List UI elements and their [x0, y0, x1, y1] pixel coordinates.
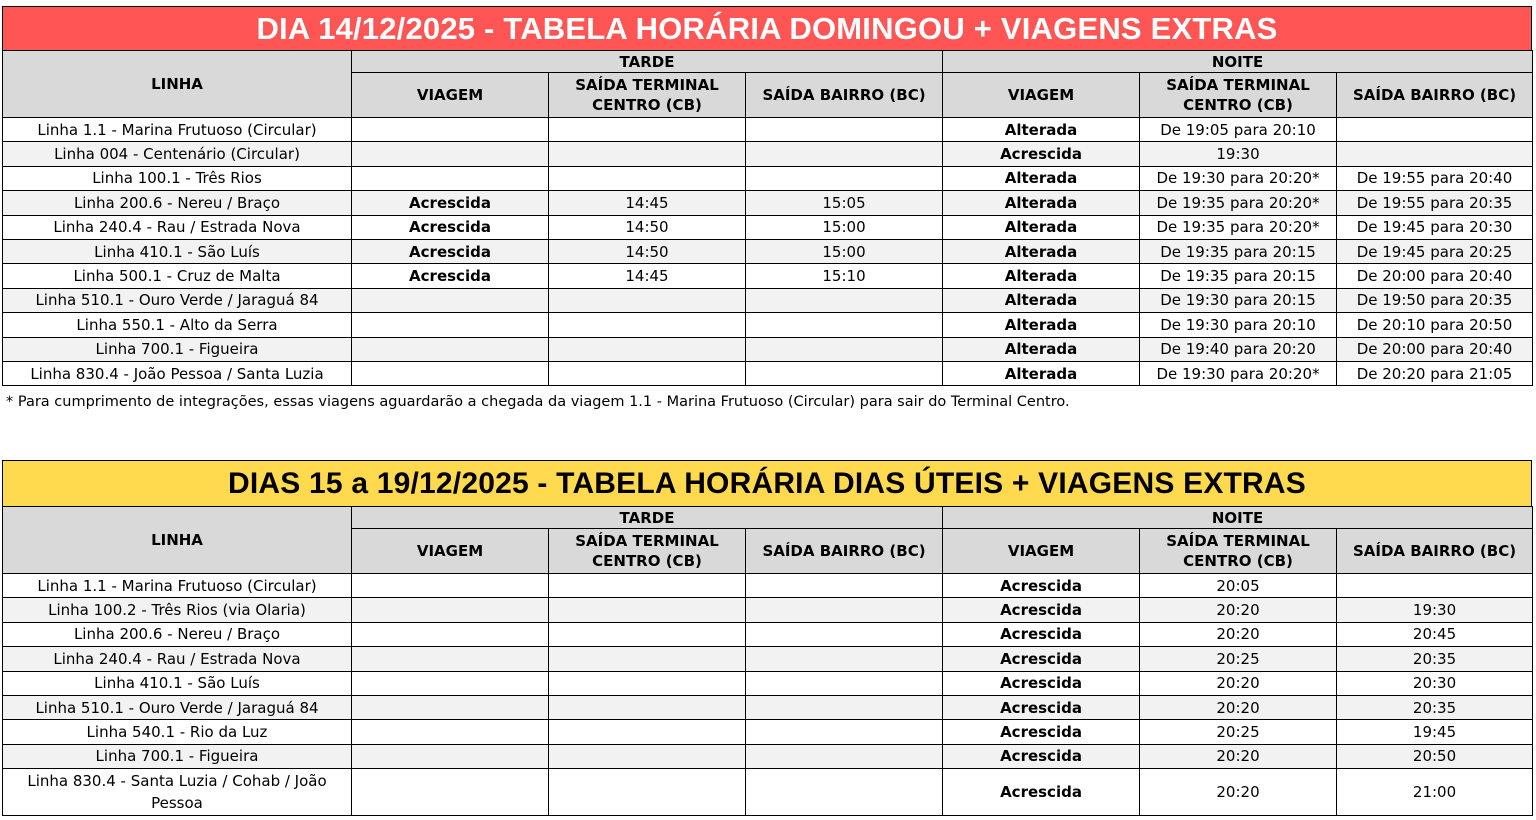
cell-linha: Linha 004 - Centenário (Circular) [3, 142, 352, 166]
cell-noite-saida-terminal: 19:30 [1140, 142, 1337, 166]
cell-noite-saida-terminal: 20:25 [1140, 647, 1337, 671]
cell-linha: Linha 830.4 - Santa Luzia / Cohab / João Pessoa [3, 769, 352, 816]
cell-noite-saida-bairro: De 20:00 para 20:40 [1337, 264, 1533, 288]
header-viagem: VIAGEM [943, 73, 1140, 118]
cell-noite-saida-terminal: De 19:30 para 20:10 [1140, 313, 1337, 337]
cell-tarde-saida-bairro [746, 769, 943, 816]
header-noite: NOITE [943, 507, 1533, 529]
cell-noite-saida-terminal: De 19:35 para 20:15 [1140, 264, 1337, 288]
cell-tarde-saida-terminal [549, 313, 746, 337]
cell-tarde-saida-bairro [746, 337, 943, 361]
header-saida-bairro: SAÍDA BAIRRO (BC) [746, 529, 943, 574]
cell-linha: Linha 240.4 - Rau / Estrada Nova [3, 647, 352, 671]
cell-linha: Linha 830.4 - João Pessoa / Santa Luzia [3, 361, 352, 385]
cell-tarde-saida-terminal [549, 361, 746, 385]
cell-noite-viagem: Alterada [943, 361, 1140, 385]
cell-linha: Linha 700.1 - Figueira [3, 744, 352, 768]
cell-noite-saida-terminal: 20:20 [1140, 671, 1337, 695]
cell-tarde-saida-terminal [549, 166, 746, 190]
cell-tarde-saida-bairro [746, 695, 943, 719]
cell-noite-saida-terminal: De 19:05 para 20:10 [1140, 118, 1337, 142]
cell-noite-saida-terminal: 20:05 [1140, 574, 1337, 598]
cell-tarde-saida-bairro [746, 671, 943, 695]
cell-linha: Linha 1.1 - Marina Frutuoso (Circular) [3, 574, 352, 598]
cell-noite-saida-terminal: 20:20 [1140, 744, 1337, 768]
cell-tarde-saida-bairro: 15:00 [746, 215, 943, 239]
cell-noite-saida-bairro: De 20:00 para 20:40 [1337, 337, 1533, 361]
cell-tarde-viagem: Acrescida [352, 191, 549, 215]
table-row [3, 166, 1533, 190]
cell-noite-viagem: Alterada [943, 166, 1140, 190]
header-saida-bairro: SAÍDA BAIRRO (BC) [1337, 73, 1533, 118]
table-row [3, 142, 1533, 166]
cell-tarde-viagem [352, 720, 549, 744]
cell-noite-saida-bairro: 20:30 [1337, 671, 1533, 695]
cell-tarde-viagem [352, 647, 549, 671]
cell-noite-saida-bairro: De 19:55 para 20:35 [1337, 191, 1533, 215]
cell-noite-saida-bairro [1337, 142, 1533, 166]
cell-tarde-viagem [352, 744, 549, 768]
cell-tarde-saida-bairro [746, 313, 943, 337]
cell-noite-saida-terminal: 20:20 [1140, 769, 1337, 816]
cell-tarde-saida-bairro [746, 166, 943, 190]
table-row [3, 264, 1533, 288]
cell-tarde-saida-terminal [549, 720, 746, 744]
schedule-table [2, 50, 1533, 386]
cell-tarde-saida-terminal [549, 744, 746, 768]
cell-tarde-saida-bairro [746, 744, 943, 768]
cell-noite-viagem: Acrescida [943, 671, 1140, 695]
cell-tarde-saida-terminal: 14:45 [549, 264, 746, 288]
cell-tarde-saida-bairro [746, 647, 943, 671]
cell-tarde-saida-bairro [746, 118, 943, 142]
cell-tarde-saida-terminal: 14:50 [549, 239, 746, 263]
cell-noite-saida-bairro: De 19:45 para 20:25 [1337, 239, 1533, 263]
cell-tarde-viagem: Acrescida [352, 264, 549, 288]
cell-tarde-saida-bairro [746, 622, 943, 646]
table-row [3, 361, 1533, 385]
header-viagem: VIAGEM [352, 529, 549, 574]
cell-noite-viagem: Alterada [943, 191, 1140, 215]
cell-tarde-saida-bairro [746, 288, 943, 312]
cell-noite-saida-bairro: 19:45 [1337, 720, 1533, 744]
cell-linha: Linha 510.1 - Ouro Verde / Jaraguá 84 [3, 695, 352, 719]
cell-linha: Linha 200.6 - Nereu / Braço [3, 191, 352, 215]
cell-noite-saida-bairro: De 20:10 para 20:50 [1337, 313, 1533, 337]
cell-tarde-viagem [352, 337, 549, 361]
cell-noite-saida-terminal: De 19:30 para 20:20* [1140, 166, 1337, 190]
cell-tarde-saida-terminal [549, 337, 746, 361]
cell-tarde-viagem [352, 361, 549, 385]
cell-noite-saida-bairro: 21:00 [1337, 769, 1533, 816]
table-row [3, 695, 1533, 719]
cell-noite-viagem: Acrescida [943, 622, 1140, 646]
header-linha: LINHA [3, 507, 352, 574]
cell-tarde-saida-terminal [549, 598, 746, 622]
cell-tarde-viagem [352, 769, 549, 816]
cell-tarde-saida-bairro [746, 142, 943, 166]
cell-linha: Linha 200.6 - Nereu / Braço [3, 622, 352, 646]
cell-noite-viagem: Alterada [943, 313, 1140, 337]
cell-noite-viagem: Alterada [943, 337, 1140, 361]
table-row [3, 313, 1533, 337]
cell-tarde-saida-terminal [549, 671, 746, 695]
cell-noite-viagem: Acrescida [943, 720, 1140, 744]
table-row [3, 215, 1533, 239]
cell-noite-saida-terminal: De 19:40 para 20:20 [1140, 337, 1337, 361]
table-row [3, 598, 1533, 622]
cell-tarde-viagem [352, 142, 549, 166]
section-title: DIAS 15 a 19/12/2025 - TABELA HORÁRIA DIAS ÚTEIS + VIAGENS EXTRAS [2, 460, 1532, 506]
cell-tarde-viagem: Acrescida [352, 239, 549, 263]
cell-noite-saida-terminal: De 19:30 para 20:15 [1140, 288, 1337, 312]
cell-noite-viagem: Acrescida [943, 647, 1140, 671]
cell-linha: Linha 700.1 - Figueira [3, 337, 352, 361]
table-row [3, 671, 1533, 695]
cell-tarde-viagem [352, 598, 549, 622]
cell-noite-saida-bairro: 20:50 [1337, 744, 1533, 768]
cell-linha: Linha 1.1 - Marina Frutuoso (Circular) [3, 118, 352, 142]
schedule-table [2, 506, 1533, 816]
cell-tarde-saida-terminal [549, 574, 746, 598]
cell-noite-viagem: Acrescida [943, 769, 1140, 816]
cell-noite-viagem: Acrescida [943, 142, 1140, 166]
table-row [3, 622, 1533, 646]
header-noite: NOITE [943, 51, 1533, 73]
cell-noite-viagem: Acrescida [943, 744, 1140, 768]
table-row [3, 288, 1533, 312]
table-row [3, 239, 1533, 263]
cell-noite-viagem: Alterada [943, 215, 1140, 239]
cell-noite-saida-bairro [1337, 574, 1533, 598]
cell-tarde-viagem [352, 695, 549, 719]
header-viagem: VIAGEM [352, 73, 549, 118]
cell-noite-saida-terminal: De 19:35 para 20:15 [1140, 239, 1337, 263]
cell-noite-saida-bairro: De 20:20 para 21:05 [1337, 361, 1533, 385]
header-saida-terminal: SAÍDA TERMINAL CENTRO (CB) [1140, 529, 1337, 574]
cell-linha: Linha 550.1 - Alto da Serra [3, 313, 352, 337]
cell-tarde-saida-terminal: 14:50 [549, 215, 746, 239]
cell-linha: Linha 240.4 - Rau / Estrada Nova [3, 215, 352, 239]
cell-tarde-saida-terminal: 14:45 [549, 191, 746, 215]
cell-tarde-viagem [352, 671, 549, 695]
cell-tarde-viagem [352, 574, 549, 598]
cell-noite-viagem: Alterada [943, 118, 1140, 142]
cell-noite-viagem: Acrescida [943, 598, 1140, 622]
header-saida-bairro: SAÍDA BAIRRO (BC) [746, 73, 943, 118]
cell-linha: Linha 100.2 - Três Rios (via Olaria) [3, 598, 352, 622]
cell-linha: Linha 410.1 - São Luís [3, 239, 352, 263]
cell-tarde-saida-bairro: 15:05 [746, 191, 943, 215]
cell-tarde-saida-bairro [746, 361, 943, 385]
table-row [3, 337, 1533, 361]
cell-noite-saida-terminal: 20:20 [1140, 598, 1337, 622]
cell-tarde-saida-terminal [549, 769, 746, 816]
cell-linha: Linha 500.1 - Cruz de Malta [3, 264, 352, 288]
cell-tarde-saida-terminal [549, 647, 746, 671]
table-row [3, 720, 1533, 744]
cell-tarde-viagem: Acrescida [352, 215, 549, 239]
schedule-sunday [2, 6, 1532, 386]
cell-noite-saida-bairro: De 19:50 para 20:35 [1337, 288, 1533, 312]
table-row [3, 744, 1533, 768]
table-row [3, 191, 1533, 215]
section-title: DIA 14/12/2025 - TABELA HORÁRIA DOMINGOU + VIAGENS EXTRAS [2, 6, 1532, 50]
cell-linha: Linha 410.1 - São Luís [3, 671, 352, 695]
cell-noite-saida-bairro: 20:35 [1337, 695, 1533, 719]
cell-tarde-viagem [352, 313, 549, 337]
header-tarde: TARDE [352, 51, 943, 73]
table-row [3, 574, 1533, 598]
cell-linha: Linha 510.1 - Ouro Verde / Jaraguá 84 [3, 288, 352, 312]
header-tarde: TARDE [352, 507, 943, 529]
cell-tarde-saida-terminal [549, 142, 746, 166]
header-saida-bairro: SAÍDA BAIRRO (BC) [1337, 529, 1533, 574]
cell-noite-saida-terminal: De 19:35 para 20:20* [1140, 215, 1337, 239]
cell-linha: Linha 540.1 - Rio da Luz [3, 720, 352, 744]
cell-tarde-saida-terminal [549, 622, 746, 646]
cell-noite-saida-bairro [1337, 118, 1533, 142]
cell-tarde-viagem [352, 622, 549, 646]
cell-noite-viagem: Alterada [943, 288, 1140, 312]
table-row [3, 118, 1533, 142]
header-saida-terminal: SAÍDA TERMINAL CENTRO (CB) [549, 73, 746, 118]
cell-noite-saida-terminal: 20:20 [1140, 622, 1337, 646]
cell-noite-saida-terminal: 20:20 [1140, 695, 1337, 719]
cell-noite-saida-bairro: De 19:55 para 20:40 [1337, 166, 1533, 190]
cell-noite-saida-terminal: De 19:30 para 20:20* [1140, 361, 1337, 385]
table-row [3, 769, 1533, 816]
cell-tarde-viagem [352, 166, 549, 190]
cell-linha: Linha 100.1 - Três Rios [3, 166, 352, 190]
cell-noite-saida-bairro: 19:30 [1337, 598, 1533, 622]
cell-tarde-saida-bairro [746, 720, 943, 744]
cell-noite-viagem: Alterada [943, 239, 1140, 263]
table-row [3, 647, 1533, 671]
cell-noite-saida-bairro: De 19:45 para 20:30 [1337, 215, 1533, 239]
cell-tarde-saida-bairro: 15:00 [746, 239, 943, 263]
header-saida-terminal: SAÍDA TERMINAL CENTRO (CB) [549, 529, 746, 574]
cell-tarde-saida-terminal [549, 695, 746, 719]
cell-noite-saida-terminal: De 19:35 para 20:20* [1140, 191, 1337, 215]
cell-tarde-viagem [352, 118, 549, 142]
cell-tarde-saida-bairro: 15:10 [746, 264, 943, 288]
header-viagem: VIAGEM [943, 529, 1140, 574]
cell-noite-saida-bairro: 20:35 [1337, 647, 1533, 671]
cell-tarde-viagem [352, 288, 549, 312]
header-linha: LINHA [3, 51, 352, 118]
cell-noite-saida-terminal: 20:25 [1140, 720, 1337, 744]
schedule-weekdays [2, 460, 1532, 816]
footnote: * Para cumprimento de integrações, essas viagens aguardarão a chegada da viagem 1.1 - Marina Frutuoso (Circular) para sair do Terminal Centro. [6, 394, 1070, 410]
cell-tarde-saida-terminal [549, 118, 746, 142]
cell-noite-viagem: Acrescida [943, 695, 1140, 719]
header-saida-terminal: SAÍDA TERMINAL CENTRO (CB) [1140, 73, 1337, 118]
cell-noite-saida-bairro: 20:45 [1337, 622, 1533, 646]
cell-noite-viagem: Alterada [943, 264, 1140, 288]
cell-noite-viagem: Acrescida [943, 574, 1140, 598]
cell-tarde-saida-terminal [549, 288, 746, 312]
cell-tarde-saida-bairro [746, 574, 943, 598]
cell-tarde-saida-bairro [746, 598, 943, 622]
